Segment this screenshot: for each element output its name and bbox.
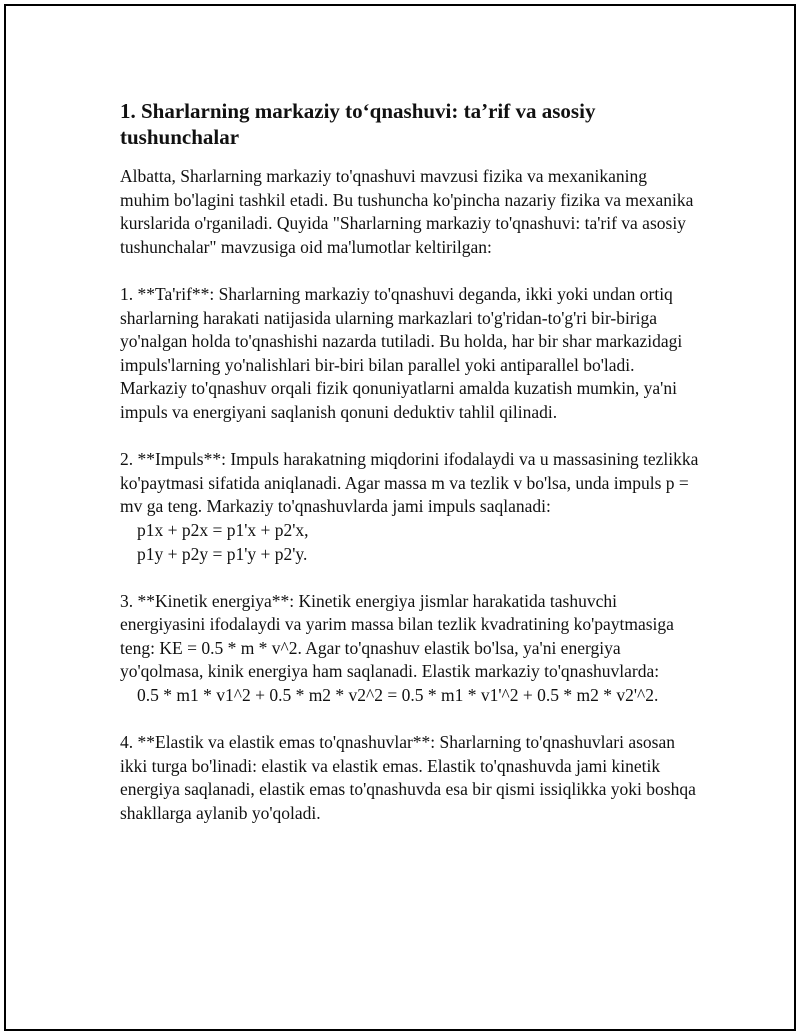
document-body <box>120 98 700 826</box>
energy-formula: 0.5 * m1 * v1^2 + 0.5 * m2 * v2^2 = 0.5 * m1 * v1'^2 + 0.5 * m2 * v2'^2. <box>137 685 659 706</box>
page-frame <box>4 4 796 1031</box>
impulse-formula-y: p1y + p2y = p1'y + p2'y. <box>137 543 308 564</box>
section-definition <box>120 283 700 425</box>
section-impulse-text: 2. **Impuls**: Impuls harakatning miqdorini ifodalaydi va u massasining tezlikka ko'paytmasi sifatida aniqlanadi. Agar massa m va tezlik v bo'lsa, unda impuls p = mv ga teng. Markaziy to'qnashuvlarda jami impuls saqlanadi: <box>120 449 699 517</box>
section-collision-types-text: 4. **Elastik va elastik emas to'qnashuvlar**: Sharlarning to'qnashuvlari asosan ikki turga bo'linadi: elastik va elastik emas. Elastik to'qnashuvda jami kinetik energiya saqlanadi, elastik emas to'qnashuvda esa bir qismi issiqlikka yoki boshqa shakllarga aylanib yo'qoladi. <box>120 732 696 824</box>
section-kinetic-energy <box>120 590 700 708</box>
section-definition-text: 1. **Ta'rif**: Sharlarning markaziy to'qnashuvi deganda, ikki yoki undan ortiq sharlarning harakati natijasida ularning markazlari to'g'ridan-to'g'ri bir-biriga yo'nalgan holda to'qnashishi nazarda tutiladi. Bu holda, har bir shar markazidagi impuls'larning yo'nalishlari bir-biri bilan parallel yoki antiparallel bo'ladi. Markaziy to'qnashuv orqali fizik qonuniyatlarni amalda kuzatish mumkin, ya'ni impuls va energiyani saqlanish qonuni deduktiv tahlil qilinadi. <box>120 283 683 422</box>
impulse-formula-x: p1x + p2x = p1'x + p2'x, <box>137 519 309 540</box>
intro-paragraph: Albatta, Sharlarning markaziy to'qnashuvi mavzusi fizika va mexanikaning muhim bo'lagini tashkil etadi. Bu tushuncha ko'pincha nazariy fizika va mexanika kurslarida o'rganiladi. Quyida "Sharlarning markaziy to'qnashuvi: ta'rif va asosiy tushunchalar" mavzusiga oid ma'lumotlar keltirilgan: <box>120 166 694 257</box>
section-collision-types <box>120 731 700 825</box>
document-title: 1. Sharlarning markaziy to‘qnashuvi: ta’rif va asosiy tushunchalar <box>120 99 596 149</box>
section-kinetic-energy-text: 3. **Kinetik energiya**: Kinetik energiya jismlar harakatida tashuvchi energiyasini ifodalaydi va yarim massa bilan tezlik kvadratining ko'paytmasiga teng: KE = 0.5 * m * v^2. Agar to'qnashuv elastik bo'lsa, ya'ni energiya yo'qolmasa, kinik energiya ham saqlanadi. Elastik markaziy to'qnashuvlarda: <box>120 590 674 682</box>
section-impulse <box>120 448 700 566</box>
